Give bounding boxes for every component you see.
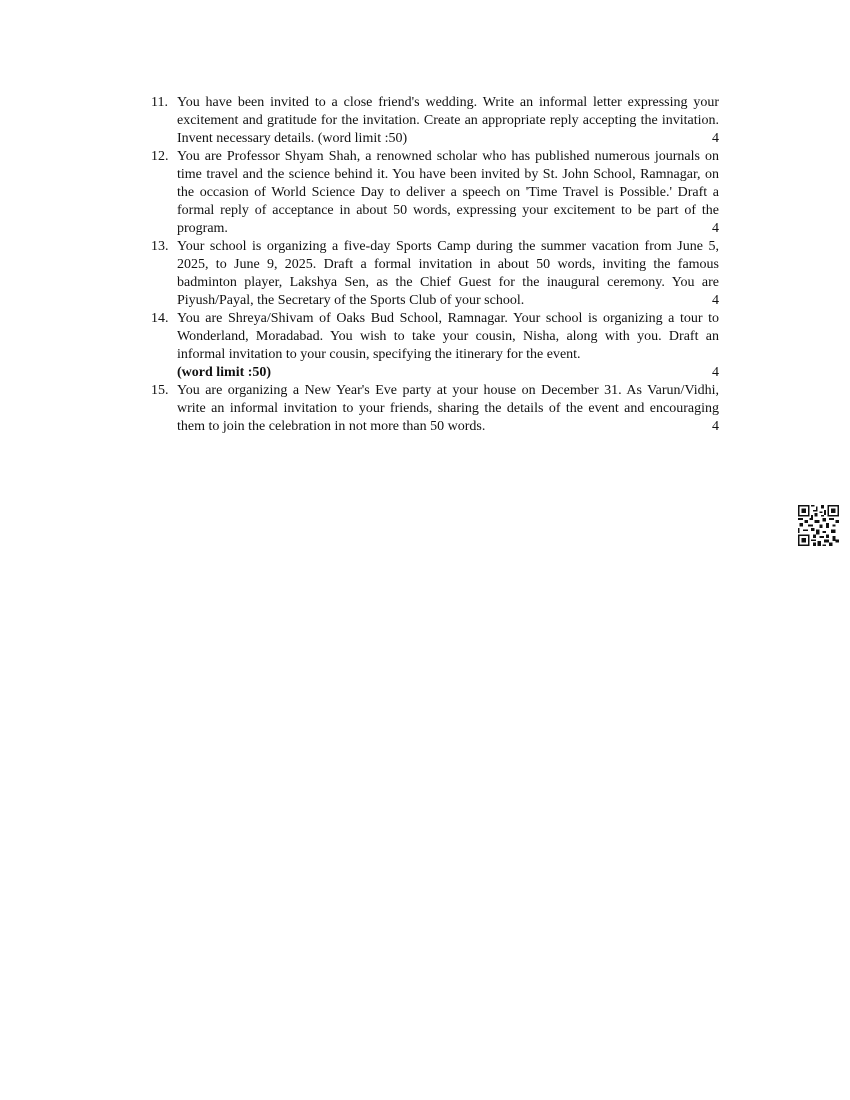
question-marks: 4 — [712, 221, 719, 236]
question-body — [177, 94, 719, 148]
question-number: 14. — [151, 311, 169, 326]
question-number: 13. — [151, 239, 169, 254]
question-list — [151, 94, 719, 436]
question-marks: 4 — [712, 293, 719, 308]
question-number: 15. — [151, 383, 169, 398]
question-marks: 4 — [712, 131, 719, 146]
question-body — [177, 382, 719, 436]
question-number: 11. — [151, 95, 168, 110]
question-13 — [151, 238, 719, 310]
question-text: You are organizing a New Year's Eve party at your house on December 31. As Varun/Vidhi, write an informal invitation to your friends, sharing the details of the event and encouraging them to join the celebration in not more than 50 words. — [177, 383, 719, 434]
question-body — [177, 310, 719, 382]
qr-code-icon — [798, 505, 839, 546]
word-limit-note: (word limit :50) — [177, 365, 272, 380]
question-marks: 4 — [712, 419, 719, 434]
question-marks: 4 — [712, 365, 719, 380]
question-text: You are Shreya/Shivam of Oaks Bud School, Ramnagar. Your school is organizing a tour to Wonderland, Moradabad. You wish to take your cousin, Nisha, along with you. Draft an informal invitation to your cousin, specifying the itinerary for the event. — [177, 311, 719, 362]
question-14 — [151, 310, 719, 382]
question-body — [177, 148, 719, 238]
question-text: You are Professor Shyam Shah, a renowned scholar who has published numerous journals on time travel and the science behind it. You have been invited by St. John School, Ramnagar, on the occasion of World Science Day to deliver a speech on 'Time Travel is Possible.' Draft a formal reply of acceptance in about 50 words, expressing your excitement to be part of the program. — [177, 149, 719, 236]
question-body — [177, 238, 719, 310]
question-11 — [151, 94, 719, 148]
question-15 — [151, 382, 719, 436]
question-text: You have been invited to a close friend's wedding. Write an informal letter expressing your excitement and gratitude for the invitation. Create an appropriate reply accepting the invitation. Invent necessary details. (word limit :50) — [177, 95, 719, 146]
question-12 — [151, 148, 719, 238]
question-text: Your school is organizing a five-day Sports Camp during the summer vacation from June 5, 2025, to June 9, 2025. Draft a formal invitation in about 50 words, inviting the famous badminton player, Lakshya Sen, as the Chief Guest for the inaugural ceremony. You are Piyush/Payal, the Secretary of the Sports Club of your school. — [177, 239, 719, 308]
question-number: 12. — [151, 149, 169, 164]
